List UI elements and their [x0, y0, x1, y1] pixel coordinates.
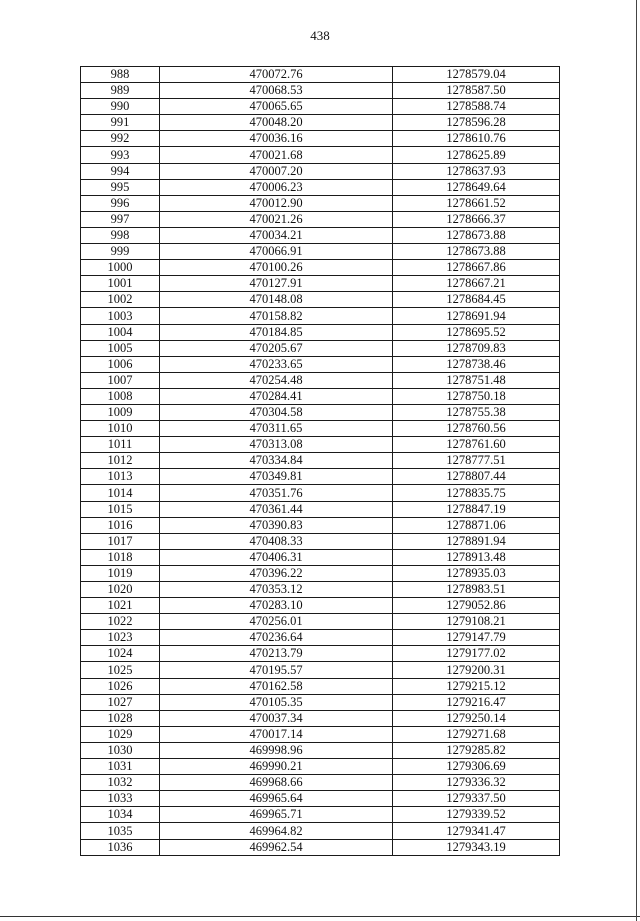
table-row — [81, 646, 560, 662]
table-row — [81, 356, 560, 372]
y-coordinate-cell: 1278847.19 — [393, 501, 560, 517]
table-row — [81, 404, 560, 420]
table-row — [81, 630, 560, 646]
table-row — [81, 742, 560, 758]
point-number-cell: 1008 — [81, 388, 160, 404]
y-coordinate-cell: 1278835.75 — [393, 485, 560, 501]
x-coordinate-cell: 470256.01 — [160, 614, 393, 630]
y-coordinate-cell: 1279216.47 — [393, 694, 560, 710]
table-row — [81, 211, 560, 227]
table-row — [81, 565, 560, 581]
point-number-cell: 1018 — [81, 549, 160, 565]
point-number-cell: 1016 — [81, 517, 160, 533]
y-coordinate-cell: 1279177.02 — [393, 646, 560, 662]
y-coordinate-cell: 1278760.56 — [393, 421, 560, 437]
scan-right-border — [636, 0, 637, 921]
point-number-cell: 1029 — [81, 726, 160, 742]
table-row — [81, 517, 560, 533]
x-coordinate-cell: 470158.82 — [160, 308, 393, 324]
table-row — [81, 99, 560, 115]
point-number-cell: 1033 — [81, 791, 160, 807]
y-coordinate-cell: 1278661.52 — [393, 195, 560, 211]
table-row — [81, 614, 560, 630]
table-row — [81, 662, 560, 678]
table-row — [81, 726, 560, 742]
table-row — [81, 549, 560, 565]
table-row — [81, 807, 560, 823]
x-coordinate-cell: 469962.54 — [160, 839, 393, 855]
x-coordinate-cell: 470007.20 — [160, 163, 393, 179]
x-coordinate-cell: 470213.79 — [160, 646, 393, 662]
y-coordinate-cell: 1278751.48 — [393, 372, 560, 388]
y-coordinate-cell: 1278891.94 — [393, 533, 560, 549]
x-coordinate-cell: 470162.58 — [160, 678, 393, 694]
y-coordinate-cell: 1279341.47 — [393, 823, 560, 839]
point-number-cell: 1010 — [81, 421, 160, 437]
point-number-cell: 1006 — [81, 356, 160, 372]
y-coordinate-cell: 1278673.88 — [393, 227, 560, 243]
page-number: 438 — [310, 28, 330, 43]
table-row — [81, 694, 560, 710]
x-coordinate-cell: 470353.12 — [160, 582, 393, 598]
x-coordinate-cell: 470127.91 — [160, 276, 393, 292]
table-row — [81, 115, 560, 131]
table-row — [81, 759, 560, 775]
point-number-cell: 1020 — [81, 582, 160, 598]
y-coordinate-cell: 1279200.31 — [393, 662, 560, 678]
y-coordinate-cell: 1278587.50 — [393, 83, 560, 99]
table-row — [81, 582, 560, 598]
point-number-cell: 1012 — [81, 453, 160, 469]
y-coordinate-cell: 1278666.37 — [393, 211, 560, 227]
y-coordinate-cell: 1279108.21 — [393, 614, 560, 630]
table-row — [81, 437, 560, 453]
y-coordinate-cell: 1278673.88 — [393, 244, 560, 260]
point-number-cell: 1017 — [81, 533, 160, 549]
point-number-cell: 1004 — [81, 324, 160, 340]
point-number-cell: 1003 — [81, 308, 160, 324]
point-number-cell: 1000 — [81, 260, 160, 276]
point-number-cell: 1036 — [81, 839, 160, 855]
point-number-cell: 995 — [81, 179, 160, 195]
point-number-cell: 1026 — [81, 678, 160, 694]
x-coordinate-cell: 470006.23 — [160, 179, 393, 195]
x-coordinate-cell: 470048.20 — [160, 115, 393, 131]
y-coordinate-cell: 1278684.45 — [393, 292, 560, 308]
y-coordinate-cell: 1278596.28 — [393, 115, 560, 131]
x-coordinate-cell: 469998.96 — [160, 742, 393, 758]
point-number-cell: 1013 — [81, 469, 160, 485]
table-row — [81, 276, 560, 292]
table-row — [81, 147, 560, 163]
point-number-cell: 1021 — [81, 598, 160, 614]
y-coordinate-cell: 1278588.74 — [393, 99, 560, 115]
table-row — [81, 372, 560, 388]
y-coordinate-cell: 1279306.69 — [393, 759, 560, 775]
table-row — [81, 227, 560, 243]
y-coordinate-cell: 1278637.93 — [393, 163, 560, 179]
x-coordinate-cell: 470021.26 — [160, 211, 393, 227]
point-number-cell: 1014 — [81, 485, 160, 501]
point-number-cell: 1023 — [81, 630, 160, 646]
table-row — [81, 453, 560, 469]
point-number-cell: 990 — [81, 99, 160, 115]
y-coordinate-cell: 1278691.94 — [393, 308, 560, 324]
point-number-cell: 1024 — [81, 646, 160, 662]
point-number-cell: 1007 — [81, 372, 160, 388]
x-coordinate-cell: 470304.58 — [160, 404, 393, 420]
x-coordinate-cell: 470406.31 — [160, 549, 393, 565]
x-coordinate-cell: 470233.65 — [160, 356, 393, 372]
point-number-cell: 996 — [81, 195, 160, 211]
table-row — [81, 421, 560, 437]
table-row — [81, 260, 560, 276]
y-coordinate-cell: 1278738.46 — [393, 356, 560, 372]
y-coordinate-cell: 1279147.79 — [393, 630, 560, 646]
x-coordinate-cell: 470351.76 — [160, 485, 393, 501]
y-coordinate-cell: 1279343.19 — [393, 839, 560, 855]
x-coordinate-cell: 470313.08 — [160, 437, 393, 453]
point-number-cell: 998 — [81, 227, 160, 243]
point-number-cell: 1001 — [81, 276, 160, 292]
table-row — [81, 388, 560, 404]
x-coordinate-cell: 470012.90 — [160, 195, 393, 211]
y-coordinate-cell: 1278709.83 — [393, 340, 560, 356]
point-number-cell: 1035 — [81, 823, 160, 839]
y-coordinate-cell: 1278807.44 — [393, 469, 560, 485]
table-row — [81, 179, 560, 195]
x-coordinate-cell: 469968.66 — [160, 775, 393, 791]
x-coordinate-cell: 470361.44 — [160, 501, 393, 517]
x-coordinate-cell: 470184.85 — [160, 324, 393, 340]
y-coordinate-cell: 1278649.64 — [393, 179, 560, 195]
y-coordinate-cell: 1279337.50 — [393, 791, 560, 807]
x-coordinate-cell: 469965.64 — [160, 791, 393, 807]
table-row — [81, 501, 560, 517]
y-coordinate-cell: 1279339.52 — [393, 807, 560, 823]
x-coordinate-cell: 470037.34 — [160, 710, 393, 726]
y-coordinate-cell: 1278935.03 — [393, 565, 560, 581]
x-coordinate-cell: 470254.48 — [160, 372, 393, 388]
y-coordinate-cell: 1278579.04 — [393, 67, 560, 83]
table-row — [81, 598, 560, 614]
y-coordinate-cell: 1278610.76 — [393, 131, 560, 147]
table-row — [81, 775, 560, 791]
point-number-cell: 993 — [81, 147, 160, 163]
point-number-cell: 992 — [81, 131, 160, 147]
x-coordinate-cell: 469964.82 — [160, 823, 393, 839]
y-coordinate-cell: 1279215.12 — [393, 678, 560, 694]
point-number-cell: 989 — [81, 83, 160, 99]
point-number-cell: 1028 — [81, 710, 160, 726]
point-number-cell: 1019 — [81, 565, 160, 581]
x-coordinate-cell: 470408.33 — [160, 533, 393, 549]
y-coordinate-cell: 1278755.38 — [393, 404, 560, 420]
point-number-cell: 1025 — [81, 662, 160, 678]
y-coordinate-cell: 1278695.52 — [393, 324, 560, 340]
x-coordinate-cell: 470334.84 — [160, 453, 393, 469]
table-row — [81, 292, 560, 308]
x-coordinate-cell: 470148.08 — [160, 292, 393, 308]
table-row — [81, 469, 560, 485]
point-number-cell: 991 — [81, 115, 160, 131]
x-coordinate-cell: 470311.65 — [160, 421, 393, 437]
y-coordinate-cell: 1278777.51 — [393, 453, 560, 469]
point-number-cell: 1030 — [81, 742, 160, 758]
point-number-cell: 994 — [81, 163, 160, 179]
x-coordinate-cell: 470396.22 — [160, 565, 393, 581]
y-coordinate-cell: 1279285.82 — [393, 742, 560, 758]
point-number-cell: 1022 — [81, 614, 160, 630]
y-coordinate-cell: 1279052.86 — [393, 598, 560, 614]
y-coordinate-cell: 1278625.89 — [393, 147, 560, 163]
x-coordinate-cell: 470066.91 — [160, 244, 393, 260]
y-coordinate-cell: 1278750.18 — [393, 388, 560, 404]
coordinate-table-body — [81, 67, 560, 856]
point-number-cell: 1027 — [81, 694, 160, 710]
point-number-cell: 1034 — [81, 807, 160, 823]
x-coordinate-cell: 469965.71 — [160, 807, 393, 823]
x-coordinate-cell: 470072.76 — [160, 67, 393, 83]
point-number-cell: 1005 — [81, 340, 160, 356]
y-coordinate-cell: 1279250.14 — [393, 710, 560, 726]
table-row — [81, 485, 560, 501]
x-coordinate-cell: 470195.57 — [160, 662, 393, 678]
table-row — [81, 244, 560, 260]
table-row — [81, 791, 560, 807]
table-row — [81, 710, 560, 726]
y-coordinate-cell: 1278667.86 — [393, 260, 560, 276]
table-row — [81, 163, 560, 179]
table-row — [81, 823, 560, 839]
table-row — [81, 195, 560, 211]
point-number-cell: 1002 — [81, 292, 160, 308]
point-number-cell: 999 — [81, 244, 160, 260]
x-coordinate-cell: 470390.83 — [160, 517, 393, 533]
x-coordinate-cell: 470017.14 — [160, 726, 393, 742]
y-coordinate-cell: 1278761.60 — [393, 437, 560, 453]
y-coordinate-cell: 1279271.68 — [393, 726, 560, 742]
x-coordinate-cell: 470205.67 — [160, 340, 393, 356]
y-coordinate-cell: 1278871.06 — [393, 517, 560, 533]
point-number-cell: 997 — [81, 211, 160, 227]
point-number-cell: 988 — [81, 67, 160, 83]
point-number-cell: 1015 — [81, 501, 160, 517]
y-coordinate-cell: 1278983.51 — [393, 582, 560, 598]
x-coordinate-cell: 470284.41 — [160, 388, 393, 404]
x-coordinate-cell: 470236.64 — [160, 630, 393, 646]
x-coordinate-cell: 470283.10 — [160, 598, 393, 614]
table-row — [81, 131, 560, 147]
point-number-cell: 1032 — [81, 775, 160, 791]
scan-bottom-border — [0, 916, 640, 917]
x-coordinate-cell: 470034.21 — [160, 227, 393, 243]
coordinate-table — [80, 66, 560, 856]
table-row — [81, 83, 560, 99]
table-row — [81, 839, 560, 855]
table-row — [81, 678, 560, 694]
y-coordinate-cell: 1278667.21 — [393, 276, 560, 292]
y-coordinate-cell: 1278913.48 — [393, 549, 560, 565]
x-coordinate-cell: 469990.21 — [160, 759, 393, 775]
point-number-cell: 1031 — [81, 759, 160, 775]
table-row — [81, 308, 560, 324]
x-coordinate-cell: 470021.68 — [160, 147, 393, 163]
x-coordinate-cell: 470068.53 — [160, 83, 393, 99]
point-number-cell: 1009 — [81, 404, 160, 420]
table-row — [81, 324, 560, 340]
table-row — [81, 67, 560, 83]
y-coordinate-cell: 1279336.32 — [393, 775, 560, 791]
table-row — [81, 340, 560, 356]
x-coordinate-cell: 470036.16 — [160, 131, 393, 147]
x-coordinate-cell: 470100.26 — [160, 260, 393, 276]
x-coordinate-cell: 470065.65 — [160, 99, 393, 115]
point-number-cell: 1011 — [81, 437, 160, 453]
table-row — [81, 533, 560, 549]
x-coordinate-cell: 470349.81 — [160, 469, 393, 485]
x-coordinate-cell: 470105.35 — [160, 694, 393, 710]
